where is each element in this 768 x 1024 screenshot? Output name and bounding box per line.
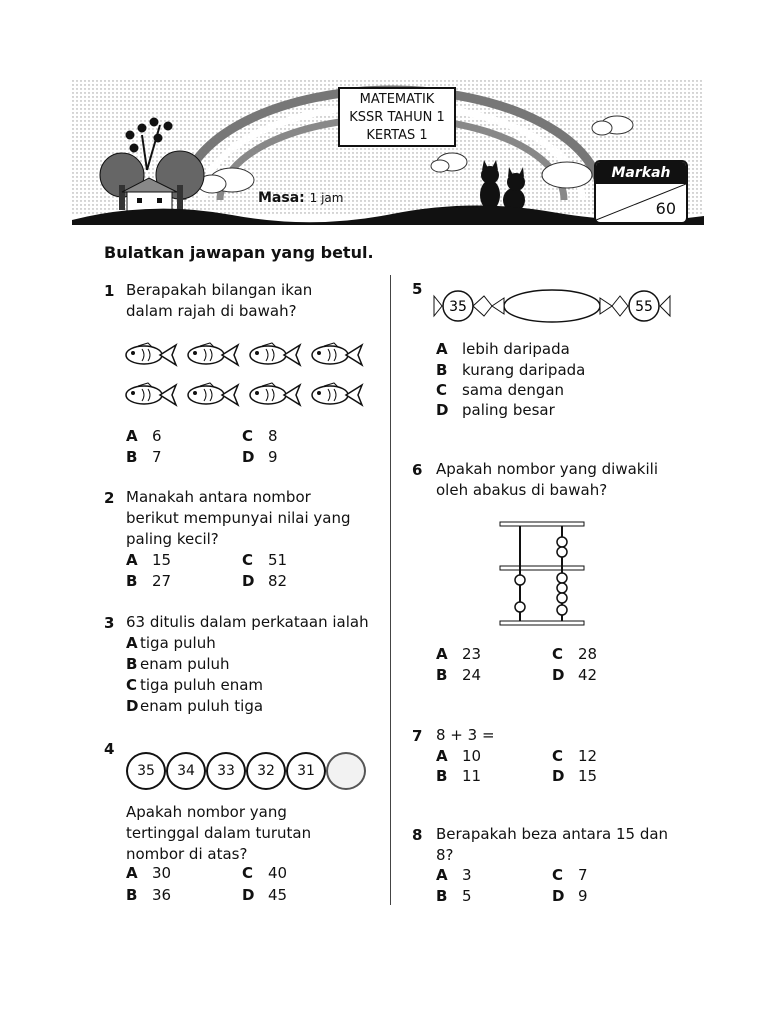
option-text: enam puluh tiga [140, 697, 264, 715]
question-line: 63 ditulis dalam perkataan ialah [126, 613, 369, 631]
sequence-ball-blank [326, 752, 366, 790]
option[interactable] [242, 572, 287, 590]
option-letter: B [126, 655, 138, 673]
option-text: 15 [578, 767, 598, 785]
option[interactable] [436, 401, 555, 419]
question-text [436, 725, 495, 746]
question-line: Apakah nombor yang [126, 803, 287, 821]
blank-candy [504, 290, 600, 322]
option-letter: D [552, 767, 565, 785]
option-text: 15 [152, 551, 172, 569]
question-line: tertinggal dalam turutan [126, 824, 312, 842]
option-text: 45 [268, 886, 288, 904]
option-text: 27 [152, 572, 172, 590]
option-text: 9 [578, 887, 588, 905]
question-number: 8 [412, 826, 423, 844]
option-text: 5 [462, 887, 472, 905]
fish-icon [250, 343, 300, 365]
option-text: 23 [462, 645, 482, 663]
question-line: 8 + 3 = [436, 726, 495, 744]
question-line: Apakah nombor yang diwakili [436, 460, 658, 478]
option-letter: D [242, 448, 255, 466]
option-text: 30 [152, 864, 172, 882]
question-line: Manakah antara nombor [126, 488, 311, 506]
option-letter: A [436, 866, 448, 884]
option-letter: C [552, 747, 564, 765]
column-divider [390, 275, 391, 905]
score-box [594, 160, 688, 224]
abacus-bead [515, 602, 525, 612]
question-line: paling kecil? [126, 530, 219, 548]
option-text: 36 [152, 886, 172, 904]
option-letter: C [126, 676, 138, 694]
candy-right-value: 55 [635, 299, 653, 315]
question-number: 1 [104, 282, 115, 300]
option[interactable] [242, 886, 287, 904]
fish-icon [126, 343, 176, 365]
option[interactable] [552, 666, 597, 684]
question-number: 4 [104, 740, 115, 758]
option[interactable] [126, 676, 263, 694]
option[interactable] [126, 886, 171, 904]
fish-icon [126, 383, 176, 405]
title-line: KERTAS 1 [366, 128, 428, 143]
option-letter: A [436, 747, 448, 765]
question-text [126, 280, 312, 322]
option-letter: A [126, 634, 138, 652]
question-line: dalam rajah di bawah? [126, 302, 297, 320]
option-text: tiga puluh enam [140, 676, 264, 694]
option[interactable] [552, 645, 597, 663]
sequence-ball: 35 [126, 752, 166, 790]
option-letter: C [552, 866, 564, 884]
option[interactable] [126, 655, 230, 673]
question-number: 7 [412, 727, 423, 745]
sequence-ball: 33 [206, 752, 246, 790]
option[interactable] [552, 866, 588, 884]
option-letter: C [552, 645, 564, 663]
cat-icon [480, 160, 500, 210]
option-letter: B [436, 361, 448, 379]
question-text [126, 612, 369, 633]
number-sequence [126, 752, 366, 790]
abacus [496, 520, 588, 628]
option-letter: D [552, 887, 565, 905]
option[interactable] [126, 634, 216, 652]
option[interactable] [126, 697, 263, 715]
option[interactable] [436, 747, 481, 765]
option-letter: B [436, 666, 448, 684]
option-letter: D [242, 886, 255, 904]
option-text: 24 [462, 666, 482, 684]
option-text: paling besar [462, 401, 555, 419]
option-letter: C [242, 864, 254, 882]
option[interactable] [126, 864, 171, 882]
instruction: Bulatkan jawapan yang betul. [104, 243, 374, 262]
option[interactable] [242, 551, 287, 569]
question-number: 6 [412, 461, 423, 479]
candy-left [434, 291, 492, 321]
question-line: Berapakah bilangan ikan [126, 281, 313, 299]
option-text: enam puluh [140, 655, 230, 673]
option[interactable] [552, 887, 588, 905]
abacus-bead [515, 575, 525, 585]
abacus-top-bar [500, 522, 584, 526]
option-text: 8 [268, 427, 278, 445]
option-text: 42 [578, 666, 598, 684]
option[interactable] [436, 340, 570, 358]
option[interactable] [126, 551, 171, 569]
abacus-beads [515, 537, 567, 615]
abacus-bead [557, 605, 567, 615]
fish-icon [188, 383, 238, 405]
option-letter: A [126, 551, 138, 569]
option-letter: A [126, 427, 138, 445]
option-letter: B [126, 886, 138, 904]
option-letter: D [126, 697, 139, 715]
option-text: 12 [578, 747, 598, 765]
candy-left-value: 35 [449, 299, 467, 315]
abacus-bead [557, 547, 567, 557]
option[interactable] [126, 448, 162, 466]
option-letter: B [436, 767, 448, 785]
question-text [126, 487, 351, 550]
abacus-bead [557, 537, 567, 547]
option-text: 11 [462, 767, 482, 785]
fish-icon [312, 383, 362, 405]
option[interactable] [242, 427, 278, 445]
question-text [436, 459, 658, 501]
title-line: MATEMATIK [359, 92, 435, 107]
option[interactable] [552, 767, 597, 785]
fish-icon [312, 343, 362, 365]
candy-comparison [432, 288, 672, 324]
option-text: kurang daripada [462, 361, 586, 379]
fish-icon [250, 383, 300, 405]
option-letter: B [436, 887, 448, 905]
question-number: 2 [104, 489, 115, 507]
option-text: sama dengan [462, 381, 565, 399]
option[interactable] [126, 427, 162, 445]
option-letter: A [436, 340, 448, 358]
option-text: 10 [462, 747, 482, 765]
option-text: 9 [268, 448, 278, 466]
option-letter: C [242, 427, 254, 445]
option-text: 40 [268, 864, 288, 882]
option[interactable] [436, 887, 472, 905]
option-text: tiga puluh [140, 634, 216, 652]
question-line: oleh abakus di bawah? [436, 481, 608, 499]
option-letter: B [126, 448, 138, 466]
option-letter: C [242, 551, 254, 569]
cloud-icon [542, 162, 592, 188]
option-letter: A [126, 864, 138, 882]
sequence-ball: 31 [286, 752, 326, 790]
option[interactable] [242, 864, 287, 882]
option-text: lebih daripada [462, 340, 570, 358]
question-line: 8? [436, 846, 454, 864]
option[interactable] [436, 866, 472, 884]
option[interactable] [552, 747, 597, 765]
option[interactable] [436, 645, 481, 663]
candy-right [612, 291, 670, 321]
option-text: 82 [268, 572, 288, 590]
option-letter: D [436, 401, 449, 419]
option-text: 51 [268, 551, 288, 569]
question-line: nombor di atas? [126, 845, 248, 863]
option-text: 7 [578, 866, 588, 884]
question-text [436, 824, 668, 866]
option-letter: C [436, 381, 448, 399]
score-total: 60 [655, 199, 676, 218]
option-letter: B [126, 572, 138, 590]
option-letter: D [552, 666, 565, 684]
abacus-bead [557, 593, 567, 603]
option-text: 7 [152, 448, 162, 466]
sequence-ball: 34 [166, 752, 206, 790]
question-number: 3 [104, 614, 115, 632]
question-text [126, 802, 311, 865]
question-number: 5 [412, 280, 423, 298]
option-text: 3 [462, 866, 472, 884]
option[interactable] [436, 381, 564, 399]
question-line: Berapakah beza antara 15 dan [436, 825, 669, 843]
option-letter: D [242, 572, 255, 590]
masa-label: Masa: [258, 190, 305, 206]
fish-group [122, 340, 372, 412]
score-label: Markah [596, 162, 686, 184]
option-letter: A [436, 645, 448, 663]
option[interactable] [436, 361, 585, 379]
fish-icon [188, 343, 238, 365]
option[interactable] [436, 767, 481, 785]
sequence-ball: 32 [246, 752, 286, 790]
abacus-bead [557, 583, 567, 593]
abacus-bead [557, 573, 567, 583]
abacus-bottom-bar [500, 621, 584, 625]
abacus-middle-bar [500, 566, 584, 570]
option[interactable] [436, 666, 481, 684]
option-text: 6 [152, 427, 162, 445]
option[interactable] [242, 448, 278, 466]
question-line: berikut mempunyai nilai yang [126, 509, 351, 527]
title-line: KSSR TAHUN 1 [349, 110, 445, 125]
duration-label [258, 190, 343, 206]
subject-title-box [338, 87, 456, 147]
masa-value: 1 jam [309, 191, 344, 205]
option-text: 28 [578, 645, 598, 663]
option[interactable] [126, 572, 171, 590]
